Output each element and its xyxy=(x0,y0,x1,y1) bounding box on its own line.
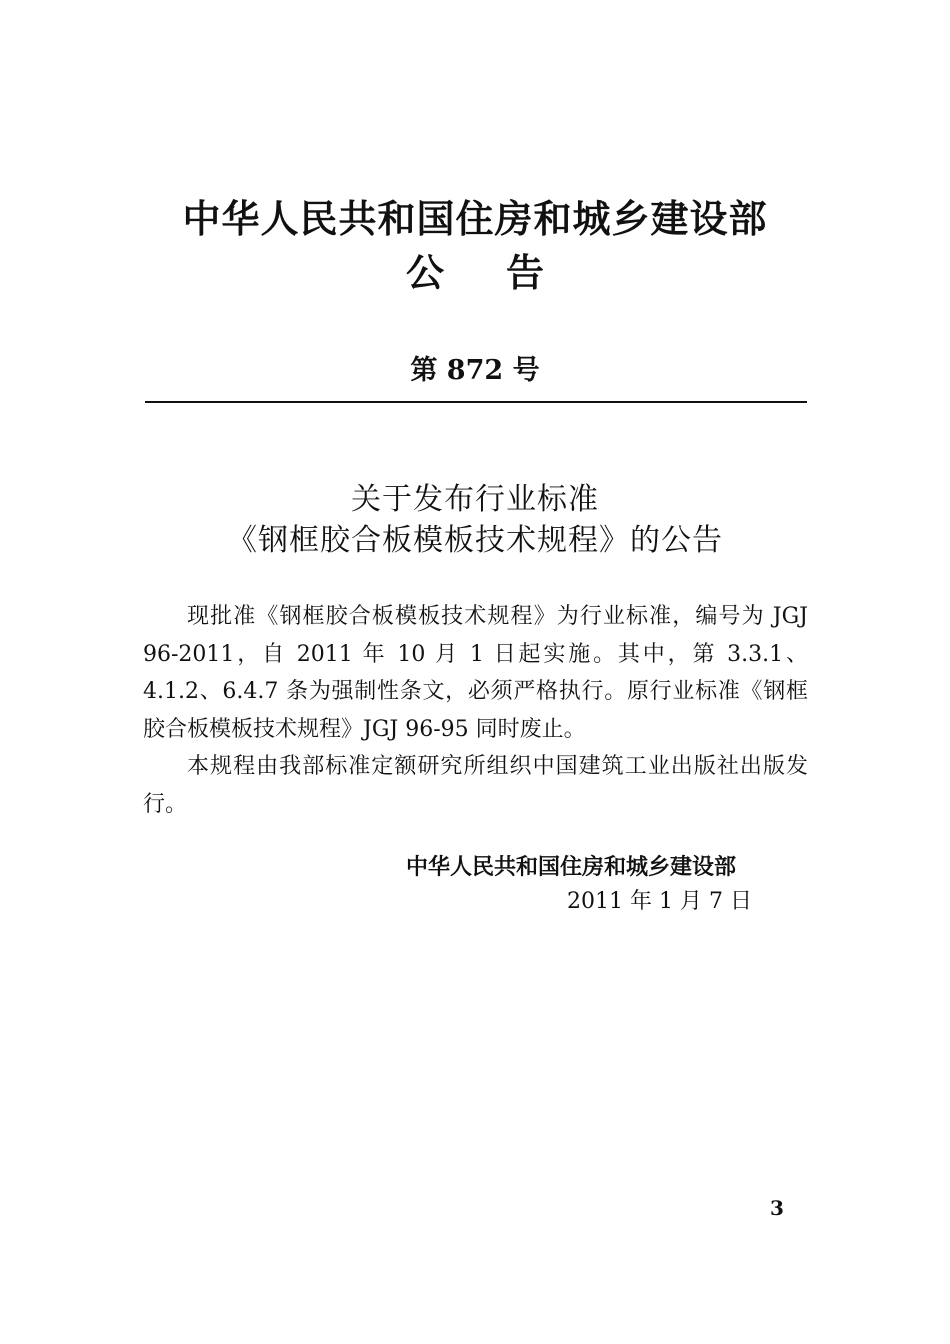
notice-title: 公告 xyxy=(405,250,606,295)
issue-date: 2011 年 1 月 7 日 xyxy=(567,889,752,914)
issue-number: 第 872 号 xyxy=(410,355,540,386)
body-paragraph-1: 现批准《钢框胶合板模板技术规程》为行业标准，编号为 JGJ 96-2011，自 2011 年 10 月 1 日起实施。其中，第 3.3.1、4.1.2、6.4.7 条为强制性条文，必须严格执行。原行业标准《钢框胶合板模板技术规程》JGJ 96-95 同时废止。 xyxy=(143,604,808,742)
subject-line-2: 《钢框胶合板模板技术规程》的公告 xyxy=(227,523,723,558)
subject-line-1: 关于发布行业标准 xyxy=(351,482,599,517)
page-number: 3 xyxy=(770,1196,784,1220)
ministry-title: 中华人民共和国住房和城乡建设部 xyxy=(182,196,768,241)
signature: 中华人民共和国住房和城乡建设部 xyxy=(406,854,737,880)
divider-line xyxy=(145,401,807,403)
notice-body xyxy=(143,598,808,823)
body-paragraph-2: 本规程由我部标准定额研究所组织中国建筑工业出版社出版发行。 xyxy=(143,754,808,817)
